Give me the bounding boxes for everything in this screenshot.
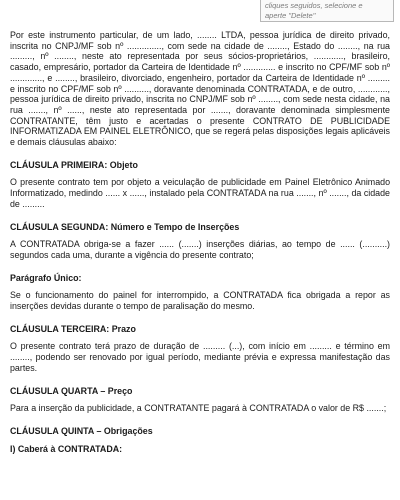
clause-2-heading: CLÁUSULA SEGUNDA: Número e Tempo de Inserções xyxy=(10,221,240,232)
clause-5-subheading: I) Caberá à CONTRATADA: xyxy=(10,443,123,454)
clause-1-text: O presente contrato tem por objeto a veiculação de publicidade em Painel Eletrônico Animado Informatizado, medindo ...... x ......, instalado pela CONTRATADA na rua ......., nº ......., da cidade de ......... xyxy=(10,177,390,209)
note-line-1: cliques seguidos, selecione e xyxy=(265,1,363,10)
comment-note xyxy=(260,0,394,22)
clause-4-heading: CLÁUSULA QUARTA – Preço xyxy=(10,385,133,396)
contract-document xyxy=(10,30,390,454)
clause-3-text: O presente contrato terá prazo de duração de ......... (...), com início em ......... e término em ........, podendo ser renovado por igual período, mediante prévia e expressa manifestação das partes. xyxy=(10,341,390,373)
clause-1-heading: CLÁUSULA PRIMEIRA: Objeto xyxy=(10,159,138,170)
clause-4-text: Para a inserção da publicidade, a CONTRATANTE pagará à CONTRATADA o valor de R$ .......; xyxy=(10,403,387,414)
clause-5-heading: CLÁUSULA QUINTA – Obrigações xyxy=(10,425,153,436)
paragraph-unico-heading: Parágrafo Único: xyxy=(10,272,82,283)
clause-2-text: A CONTRATADA obriga-se a fazer ...... (.......) inserções diárias, ao tempo de ...... (..........) segundos cada uma, durante a vigência do presente contrato; xyxy=(10,239,390,260)
intro-paragraph: Por este instrumento particular, de um lado, ........ LTDA, pessoa jurídica de direito privado, inscrita no CNPJ/MF sob nº .............., com sede na cidade de ........, Estado do ........, na rua ........., nº ........, neste ato representada por seus sócios-proprietários, ............, brasileiro, casado, empresário, portador da Carteira de Identidade nº ............. e inscrito no CPF/MF sob nº ............., e ........, brasileiro, divorciado, engenheiro, portador da Carteira de Identidade nº ......... e inscrito no CPF/MF sob nº .........., doravante denominada CONTRATADA, e de outro, ............, pessoa jurídica de direito privado, inscrita no CNPJ/MF sob nº ........, com sede nesta cidade, na rua ......., nº ......, neste ato representada por ......., doravante denominada simplesmente CONTRATANTE, têm justo e acertadas o presente CONTRATO DE PUBLICIDADE INFORMATIZADA EM PAINEL ELETRÔNICO, que se regerá pelas disposições legais aplicáveis e demais cláusulas abaixo: xyxy=(10,30,390,148)
note-line-2: aperte "Delete" xyxy=(265,11,316,20)
clause-3-heading: CLÁUSULA TERCEIRA: Prazo xyxy=(10,323,136,334)
paragraph-unico-text: Se o funcionamento do painel for interrompido, a CONTRATADA fica obrigada a repor as inserções devidas durante o tempo de paralisação do mesmo. xyxy=(10,290,390,312)
